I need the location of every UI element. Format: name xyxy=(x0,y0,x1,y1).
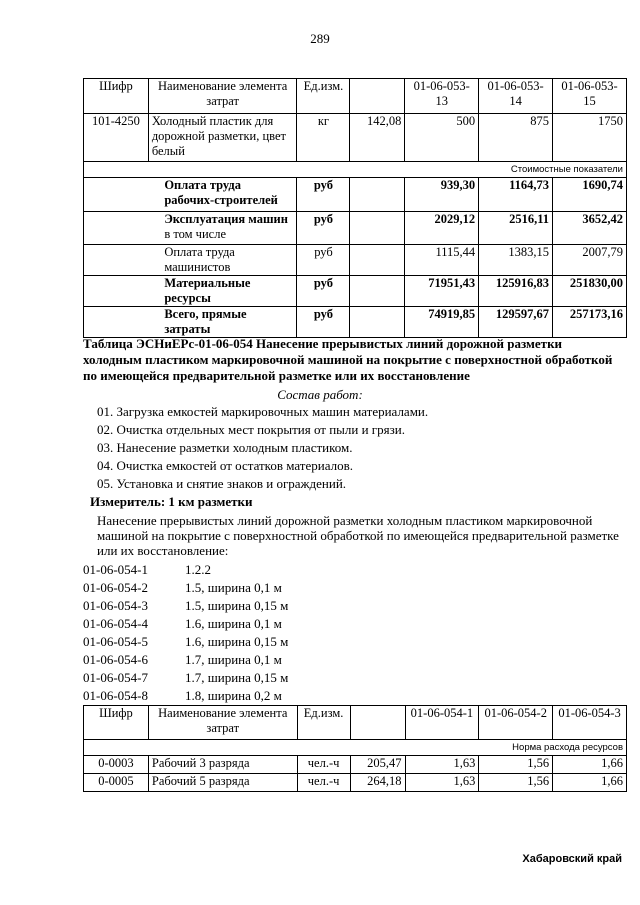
table-row xyxy=(84,276,627,307)
cost-value-2: 1164,73 xyxy=(479,178,553,212)
work-item: 02. Очистка отдельных мест покрытия от пыли и грязи. xyxy=(97,422,405,437)
header-name: Наименование элемента затрат xyxy=(148,79,297,114)
header-price xyxy=(350,79,405,114)
header-col-1: 01-06-054-1 xyxy=(405,706,479,740)
cost-subtitle: в том числе xyxy=(164,227,226,241)
cell-code: 0-0005 xyxy=(84,774,149,792)
cost-name: Оплата труда машинистов xyxy=(148,245,297,276)
header-unit: Ед.изм. xyxy=(297,79,350,114)
cost-value-2: 125916,83 xyxy=(479,276,553,307)
cost-value-1: 939,30 xyxy=(405,178,479,212)
cell-price: 264,18 xyxy=(350,774,405,792)
variant-text: 1.8, ширина 0,2 м xyxy=(185,688,282,703)
footer-region: Хабаровский край xyxy=(522,853,622,865)
variant-code: 01-06-054-1 xyxy=(83,562,148,577)
header-col-2: 01-06-053-14 xyxy=(479,79,553,114)
header-code: Шифр xyxy=(84,79,149,114)
cost-value-3: 3652,42 xyxy=(553,212,627,245)
header-name: Наименование элемента затрат xyxy=(148,706,297,740)
variant-code: 01-06-054-4 xyxy=(83,616,148,631)
variant-text: 1.6, ширина 0,1 м xyxy=(185,616,282,631)
resource-table-053 xyxy=(83,78,627,338)
variants-description xyxy=(97,513,627,558)
cell-value-2: 1,56 xyxy=(479,774,553,792)
variant-code: 01-06-054-8 xyxy=(83,688,148,703)
table-row xyxy=(84,114,627,162)
cost-name: Эксплуатация машин xyxy=(164,212,288,226)
variant-code: 01-06-054-5 xyxy=(83,634,148,649)
table-row xyxy=(84,307,627,338)
composition-title: Состав работ: xyxy=(277,387,363,402)
section-label: Стоимостные показатели xyxy=(84,162,627,178)
description-line: машиной на покрытие с поверхностной обработкой по имеющейся предварительной разметке xyxy=(97,528,619,543)
cell-code: 0-0003 xyxy=(84,756,149,774)
section-label: Норма расхода ресурсов xyxy=(84,740,627,756)
cost-unit: руб xyxy=(297,245,350,276)
variant-code: 01-06-054-7 xyxy=(83,670,148,685)
variant-text: 1.6, ширина 0,15 м xyxy=(185,634,289,649)
cost-name: Материальные ресурсы xyxy=(148,276,297,307)
table-row xyxy=(84,774,627,792)
section-label-row xyxy=(84,740,627,756)
cost-value-1: 71951,43 xyxy=(405,276,479,307)
cell-unit: кг xyxy=(297,114,350,162)
work-item: 05. Установка и снятие знаков и ограждений. xyxy=(97,476,347,491)
header-col-3: 01-06-054-3 xyxy=(553,706,627,740)
cell-value-1: 1,63 xyxy=(405,774,479,792)
variant-text: 1.7, ширина 0,15 м xyxy=(185,670,289,685)
cell-name: Рабочий 5 разряда xyxy=(148,774,297,792)
cell-value-3: 1,66 xyxy=(553,774,627,792)
cell-value-3: 1,66 xyxy=(553,756,627,774)
cost-value-1: 2029,12 xyxy=(405,212,479,245)
resource-table-054 xyxy=(83,705,627,792)
cost-unit: руб xyxy=(297,276,350,307)
caption-line: холодным пластиком маркировочной машиной на покрытие с поверхностной обработкой xyxy=(83,352,613,367)
meter-label: Измеритель: 1 км разметки xyxy=(90,494,253,509)
cell-price: 205,47 xyxy=(350,756,405,774)
variant-text: 1.5, ширина 0,15 м xyxy=(185,598,289,613)
cell-price: 142,08 xyxy=(350,114,405,162)
section-label-row xyxy=(84,162,627,178)
cost-value-1: 74919,85 xyxy=(405,307,479,338)
cost-value-3: 257173,16 xyxy=(553,307,627,338)
cost-unit: руб xyxy=(297,307,350,338)
page-number: 289 xyxy=(310,31,330,46)
cost-value-2: 129597,67 xyxy=(479,307,553,338)
work-item: 03. Нанесение разметки холодным пластиком. xyxy=(97,440,353,455)
cost-value-3: 251830,00 xyxy=(553,276,627,307)
cost-value-2: 1383,15 xyxy=(479,245,553,276)
variant-code: 01-06-054-2 xyxy=(83,580,148,595)
header-price xyxy=(350,706,405,740)
cell-unit: чел.-ч xyxy=(297,756,350,774)
variant-code: 01-06-054-6 xyxy=(83,652,148,667)
header-code: Шифр xyxy=(84,706,149,740)
cost-value-1: 1115,44 xyxy=(405,245,479,276)
cell-unit: чел.-ч xyxy=(297,774,350,792)
cost-name: Оплата труда рабочих-строителей xyxy=(148,178,297,212)
variant-code: 01-06-054-3 xyxy=(83,598,148,613)
cell-name: Рабочий 3 разряда xyxy=(148,756,297,774)
header-unit: Ед.изм. xyxy=(297,706,350,740)
caption-line: Таблица ЭСНиЕРс-01-06-054 Нанесение прерывистых линий дорожной разметки xyxy=(83,336,563,351)
cell-value-2: 875 xyxy=(479,114,553,162)
cost-name: Всего, прямые затраты xyxy=(148,307,297,338)
cell-value-3: 1750 xyxy=(553,114,627,162)
cell-value-1: 1,63 xyxy=(405,756,479,774)
table-caption xyxy=(83,336,628,384)
description-line: Нанесение прерывистых линий дорожной разметки холодным пластиком маркировочной xyxy=(97,513,593,528)
work-item: 04. Очистка емкостей от остатков материалов. xyxy=(97,458,353,473)
work-item: 01. Загрузка емкостей маркировочных машин материалами. xyxy=(97,404,429,419)
header-col-2: 01-06-054-2 xyxy=(479,706,553,740)
variant-text: 1.2.2 xyxy=(185,562,211,577)
table-row xyxy=(84,245,627,276)
cell-code: 101-4250 xyxy=(84,114,149,162)
cost-value-2: 2516,11 xyxy=(479,212,553,245)
table-header-row xyxy=(84,706,627,740)
variant-text: 1.7, ширина 0,1 м xyxy=(185,652,282,667)
table-row xyxy=(84,212,627,245)
cost-value-3: 1690,74 xyxy=(553,178,627,212)
caption-line: по имеющейся предварительной разметке или их восстановление xyxy=(83,368,470,383)
cell-value-1: 500 xyxy=(405,114,479,162)
table-header-row xyxy=(84,79,627,114)
cost-value-3: 2007,79 xyxy=(553,245,627,276)
table-row xyxy=(84,756,627,774)
cost-unit: руб xyxy=(297,212,350,245)
cell-name: Холодный пластик для дорожной разметки, цвет белый xyxy=(148,114,297,162)
header-col-1: 01-06-053-13 xyxy=(405,79,479,114)
header-col-3: 01-06-053-15 xyxy=(553,79,627,114)
cost-unit: руб xyxy=(297,178,350,212)
description-line: или их восстановление: xyxy=(97,543,229,558)
cell-value-2: 1,56 xyxy=(479,756,553,774)
variant-text: 1.5, ширина 0,1 м xyxy=(185,580,282,595)
table-row xyxy=(84,178,627,212)
